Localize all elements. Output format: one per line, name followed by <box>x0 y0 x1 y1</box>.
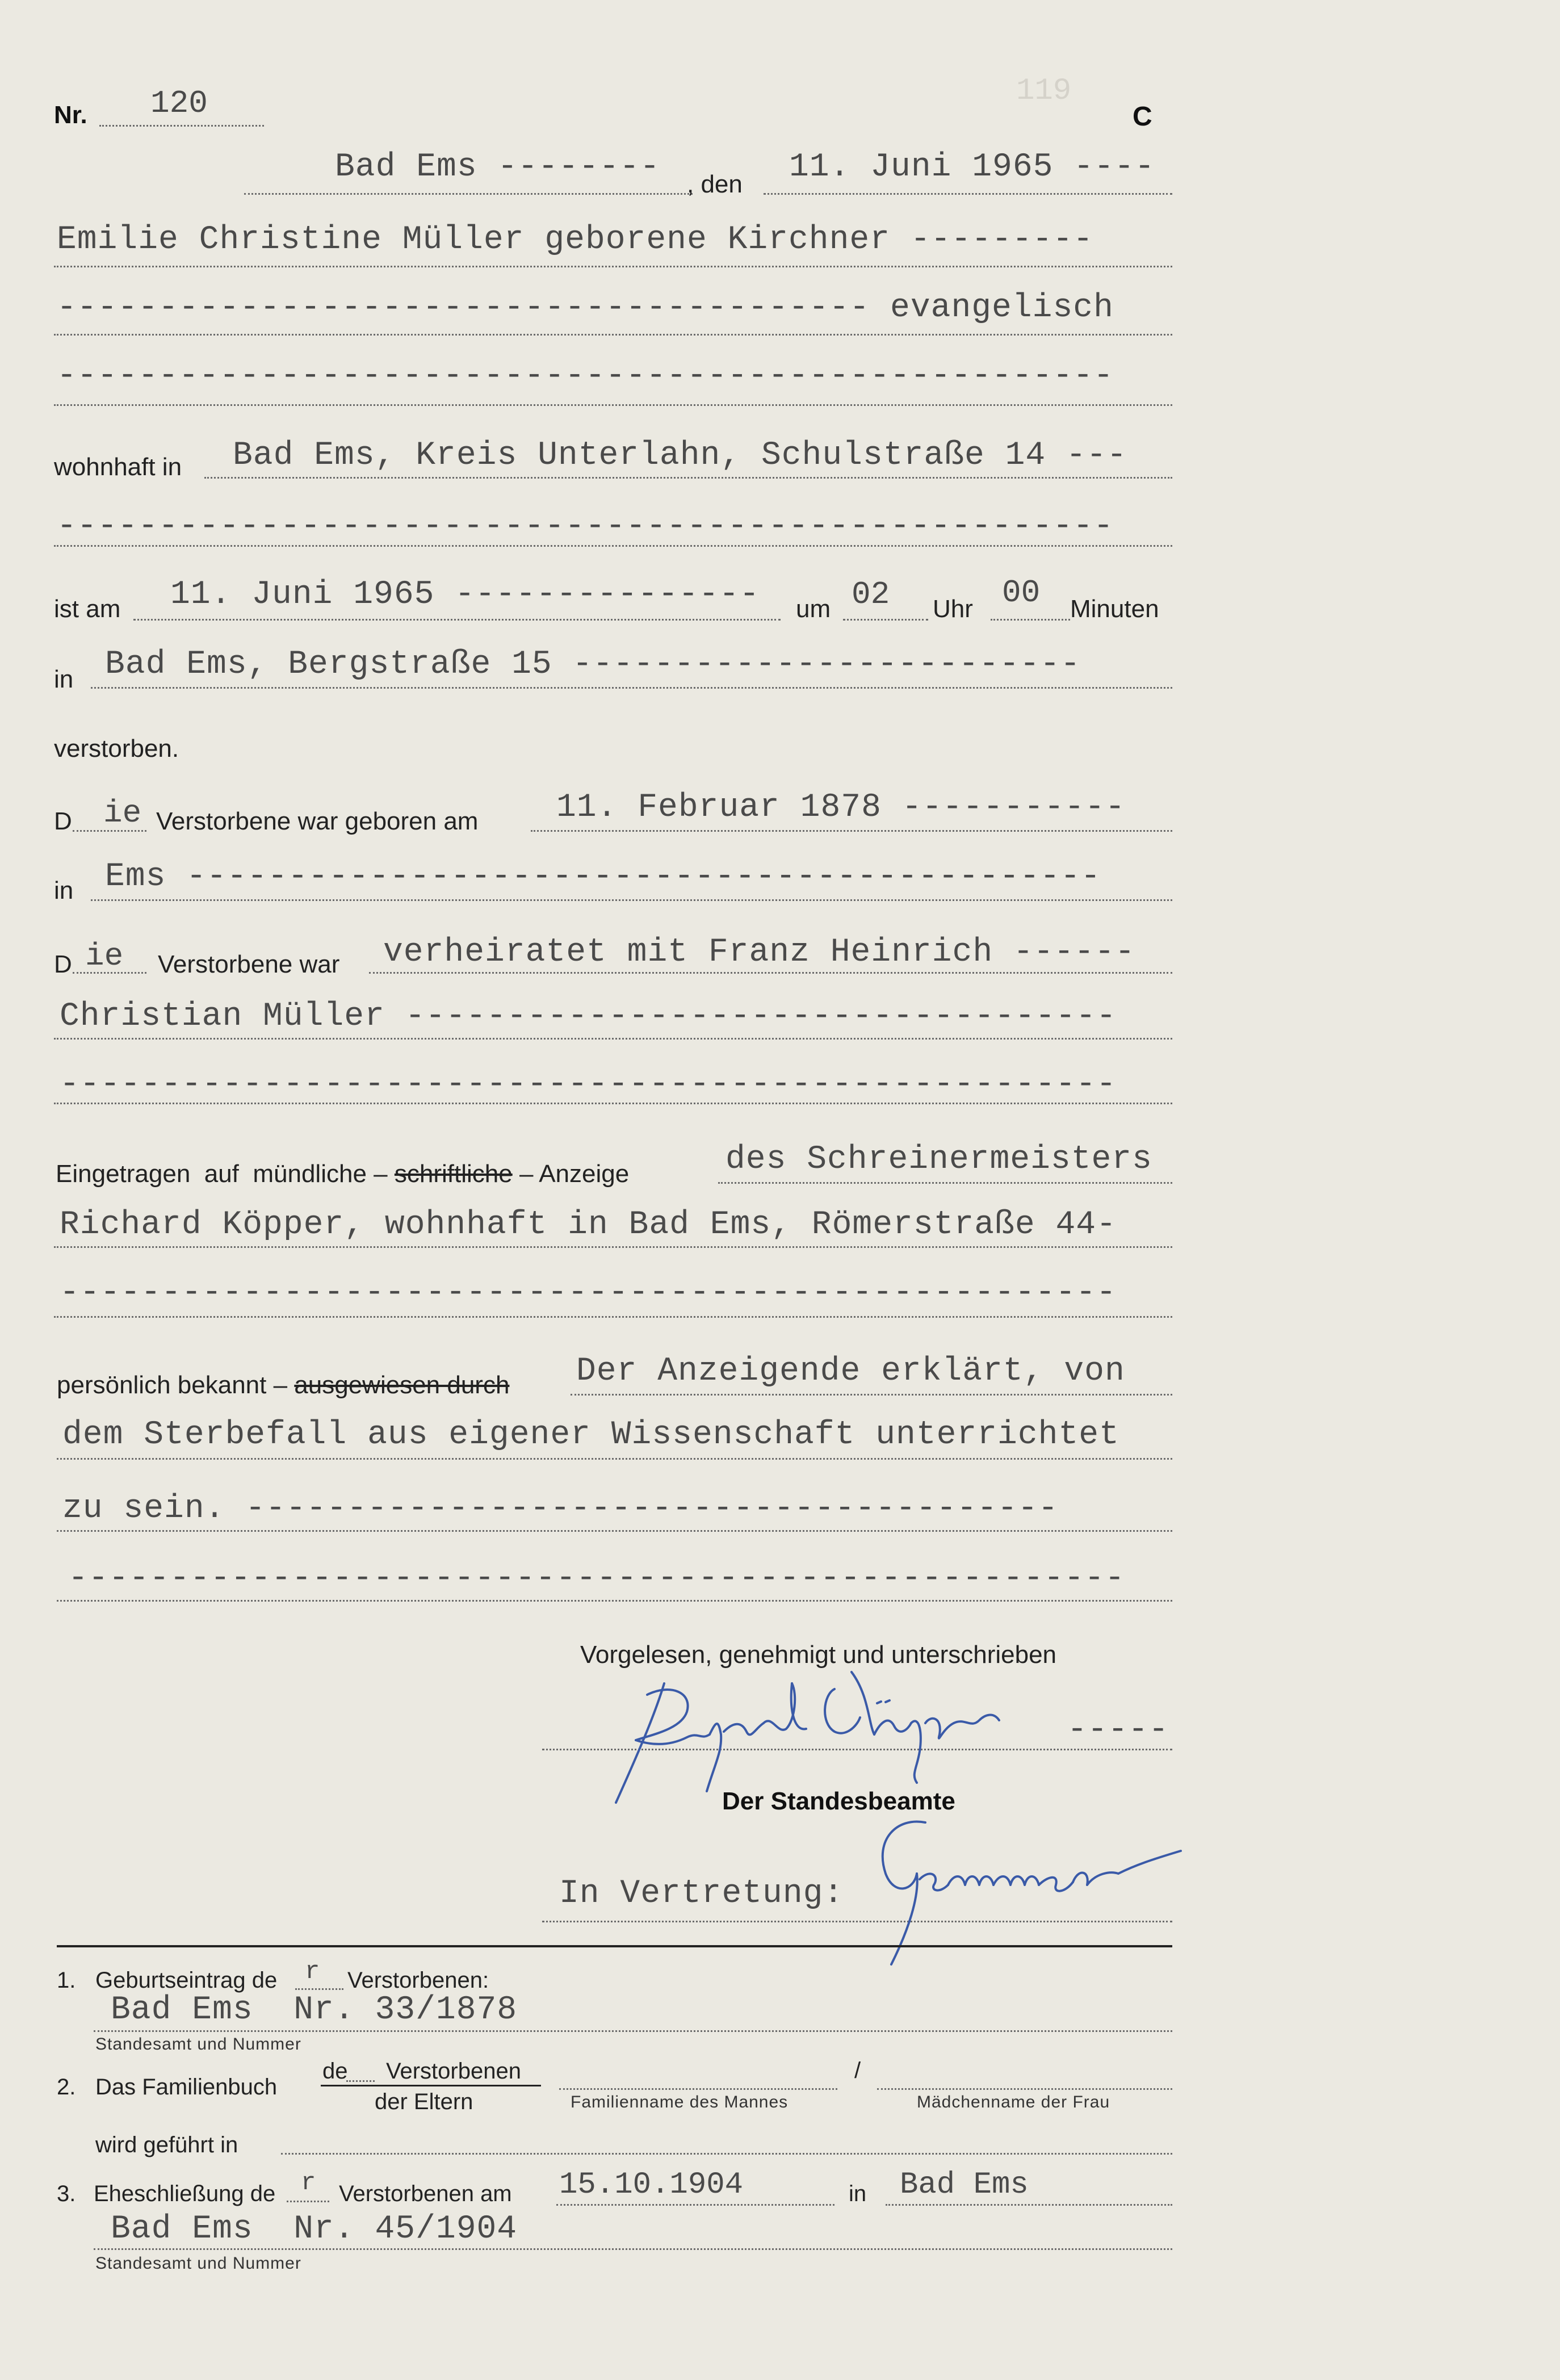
verstorben-label: verstorben. <box>54 735 179 762</box>
birth-date-underline <box>531 830 1172 832</box>
section-separator <box>57 1945 1172 1947</box>
note-3-date: 15.10.1904 <box>559 2168 744 2202</box>
note-2-woman-underline <box>877 2088 1172 2090</box>
note-2-number: 2. <box>57 2075 76 2100</box>
registration-line-3: ---------------------------------------------------- <box>60 1275 1117 1311</box>
note-3-value: Bad Ems Nr. 45/1904 <box>111 2211 518 2248</box>
filler-line-1: ---------------------------------------------------- <box>57 358 1114 395</box>
death-hour: 02 <box>852 576 890 613</box>
informant-signature <box>602 1661 1056 1808</box>
identification-underline-2 <box>57 1458 1172 1460</box>
informant-signature-trail: ----- <box>1067 1712 1169 1749</box>
filler-underline-1 <box>54 404 1172 406</box>
death-in-label: in <box>54 665 74 693</box>
residence-filler: ---------------------------------------------------- <box>57 508 1114 545</box>
nr-label: Nr. <box>54 101 87 129</box>
date-value: 11. Juni 1965 ---- <box>789 149 1155 186</box>
note-2-label: Das Familienbuch <box>95 2075 278 2100</box>
note-2-wird: wird geführt in <box>95 2132 238 2157</box>
note-3-place-underline <box>886 2204 1172 2206</box>
note-2-verstorbenen: Verstorbenen <box>386 2059 521 2084</box>
marital-line-1: verheiratet mit Franz Heinrich ------ <box>383 934 1135 971</box>
note-1-caption: Standesamt und Nummer <box>95 2035 301 2054</box>
birth-label: Verstorbene war geboren am <box>156 807 479 835</box>
note-3-place: Bad Ems <box>900 2168 1029 2202</box>
note-1-value: Bad Ems Nr. 33/1878 <box>111 1992 518 2029</box>
registration-label-prefix: Eingetragen auf mündliche – <box>56 1160 388 1188</box>
note-2-caption-woman: Mädchenname der Frau <box>917 2093 1110 2111</box>
registration-label-suffix: – Anzeige <box>519 1160 630 1188</box>
residence-filler-underline <box>54 545 1172 547</box>
um-label: um <box>796 595 831 623</box>
marital-d-label: D <box>54 950 72 978</box>
identification-line-1: Der Anzeigende erklärt, von <box>576 1353 1125 1390</box>
note-2-man-underline <box>559 2088 837 2090</box>
note-2-slash: / <box>854 2058 861 2083</box>
deceased-name: Emilie Christine Müller geborene Kirchner --------- <box>57 221 1094 258</box>
note-3-number: 3. <box>57 2181 76 2206</box>
identification-label <box>57 1371 509 1399</box>
identification-line-3: zu sein. ---------------------------------------- <box>62 1490 1059 1527</box>
note-1-label: Geburtseintrag de <box>95 1968 278 1993</box>
birth-d-label: D <box>54 807 72 835</box>
marital-label: Verstorbene war <box>158 950 340 978</box>
registration-underline-1 <box>718 1182 1172 1184</box>
nr-underline <box>99 125 264 127</box>
note-1-label-2: Verstorbenen: <box>347 1968 489 1993</box>
birth-place-value: Ems --------------------------------------------- <box>105 858 1101 895</box>
registration-underline-2 <box>54 1246 1172 1248</box>
name-underline <box>54 266 1172 267</box>
note-1-number: 1. <box>57 1968 76 1993</box>
note-2-de-underline <box>346 2080 375 2082</box>
marital-line-3: ---------------------------------------------------- <box>60 1066 1117 1103</box>
den-label: , den <box>687 170 743 198</box>
note-2-de: de <box>322 2059 348 2084</box>
nr-value: 120 <box>150 85 208 121</box>
note-1-suffix-underline <box>295 1988 343 1990</box>
residence-value: Bad Ems, Kreis Unterlahn, Schulstraße 14 --- <box>233 437 1127 474</box>
identification-underline-1 <box>571 1394 1172 1396</box>
note-2-caption-man: Familienname des Mannes <box>571 2093 789 2111</box>
registration-label <box>56 1160 629 1188</box>
show-through-number: 119 <box>1016 74 1072 108</box>
form-letter: C <box>1133 102 1152 132</box>
religion-line: ---------------------------------------- evangelisch <box>57 290 1114 326</box>
deputy-label: In Vertretung: <box>559 1875 844 1912</box>
residence-label: wohnhaft in <box>54 453 182 481</box>
marital-d-underline <box>73 972 146 974</box>
note-3-underline <box>94 2248 1172 2250</box>
uhr-label: Uhr <box>933 595 973 623</box>
identification-line-2: dem Sterbefall aus eigener Wissenschaft unterrichtet <box>62 1417 1119 1453</box>
birth-date-value: 11. Februar 1878 ----------- <box>556 789 1126 826</box>
birth-place-underline <box>91 899 1172 901</box>
note-3-caption: Standesamt und Nummer <box>95 2254 301 2273</box>
note-3-suffix-underline <box>287 2201 329 2202</box>
note-2-eltern: der Eltern <box>375 2089 473 2114</box>
note-3-label-2: Verstorbenen am <box>339 2181 512 2206</box>
note-3-in: in <box>849 2181 867 2206</box>
place-underline <box>244 193 693 195</box>
registrar-signature <box>840 1811 1209 1976</box>
death-place-value: Bad Ems, Bergstraße 15 ------------------------- <box>105 646 1081 683</box>
marital-d-suffix: ie <box>85 938 124 974</box>
birth-d-suffix: ie <box>103 795 142 831</box>
minuten-label: Minuten <box>1070 595 1159 623</box>
note-2-wird-underline <box>281 2153 1172 2155</box>
death-date-underline <box>133 619 781 621</box>
identification-label-struck: ausgewiesen durch <box>294 1371 510 1399</box>
marital-line-2: Christian Müller ----------------------------------- <box>60 998 1117 1035</box>
note-3-suffix: r <box>301 2169 316 2197</box>
registration-line-2: Richard Köpper, wohnhaft in Bad Ems, Römerstraße 44- <box>60 1206 1117 1243</box>
death-minute: 00 <box>1002 575 1041 611</box>
note-1-suffix: r <box>305 1958 320 1986</box>
religion-underline <box>54 334 1172 336</box>
note-2-fraction-line <box>321 2085 541 2086</box>
hour-underline <box>843 619 928 621</box>
identification-underline-3 <box>57 1530 1172 1532</box>
marital-underline-3 <box>54 1103 1172 1104</box>
read-approved-label: Vorgelesen, genehmigt und unterschrieben <box>580 1641 1057 1669</box>
birth-d-underline <box>73 830 146 832</box>
note-3-label: Eheschließung de <box>94 2181 276 2206</box>
date-underline <box>764 193 1172 195</box>
ist-am-label: ist am <box>54 595 121 623</box>
registration-label-struck: schriftliche <box>394 1160 513 1188</box>
place-value: Bad Ems -------- <box>335 149 660 186</box>
note-3-date-underline <box>556 2204 834 2206</box>
marital-underline-1 <box>369 972 1172 974</box>
death-date-value: 11. Juni 1965 --------------- <box>170 576 760 613</box>
registration-line-1: des Schreinermeisters <box>726 1141 1152 1178</box>
registrar-label: Der Standesbeamte <box>722 1787 955 1815</box>
residence-underline <box>204 477 1172 479</box>
identification-underline-4 <box>57 1600 1172 1602</box>
note-1-underline <box>94 2030 1172 2032</box>
registration-underline-3 <box>54 1316 1172 1318</box>
death-place-underline <box>91 687 1172 689</box>
identification-line-4: ---------------------------------------------------- <box>68 1560 1125 1597</box>
minute-underline <box>991 619 1070 621</box>
marital-underline-2 <box>54 1038 1172 1040</box>
birth-in-label: in <box>54 877 74 904</box>
identification-label-prefix: persönlich bekannt – <box>57 1371 288 1399</box>
